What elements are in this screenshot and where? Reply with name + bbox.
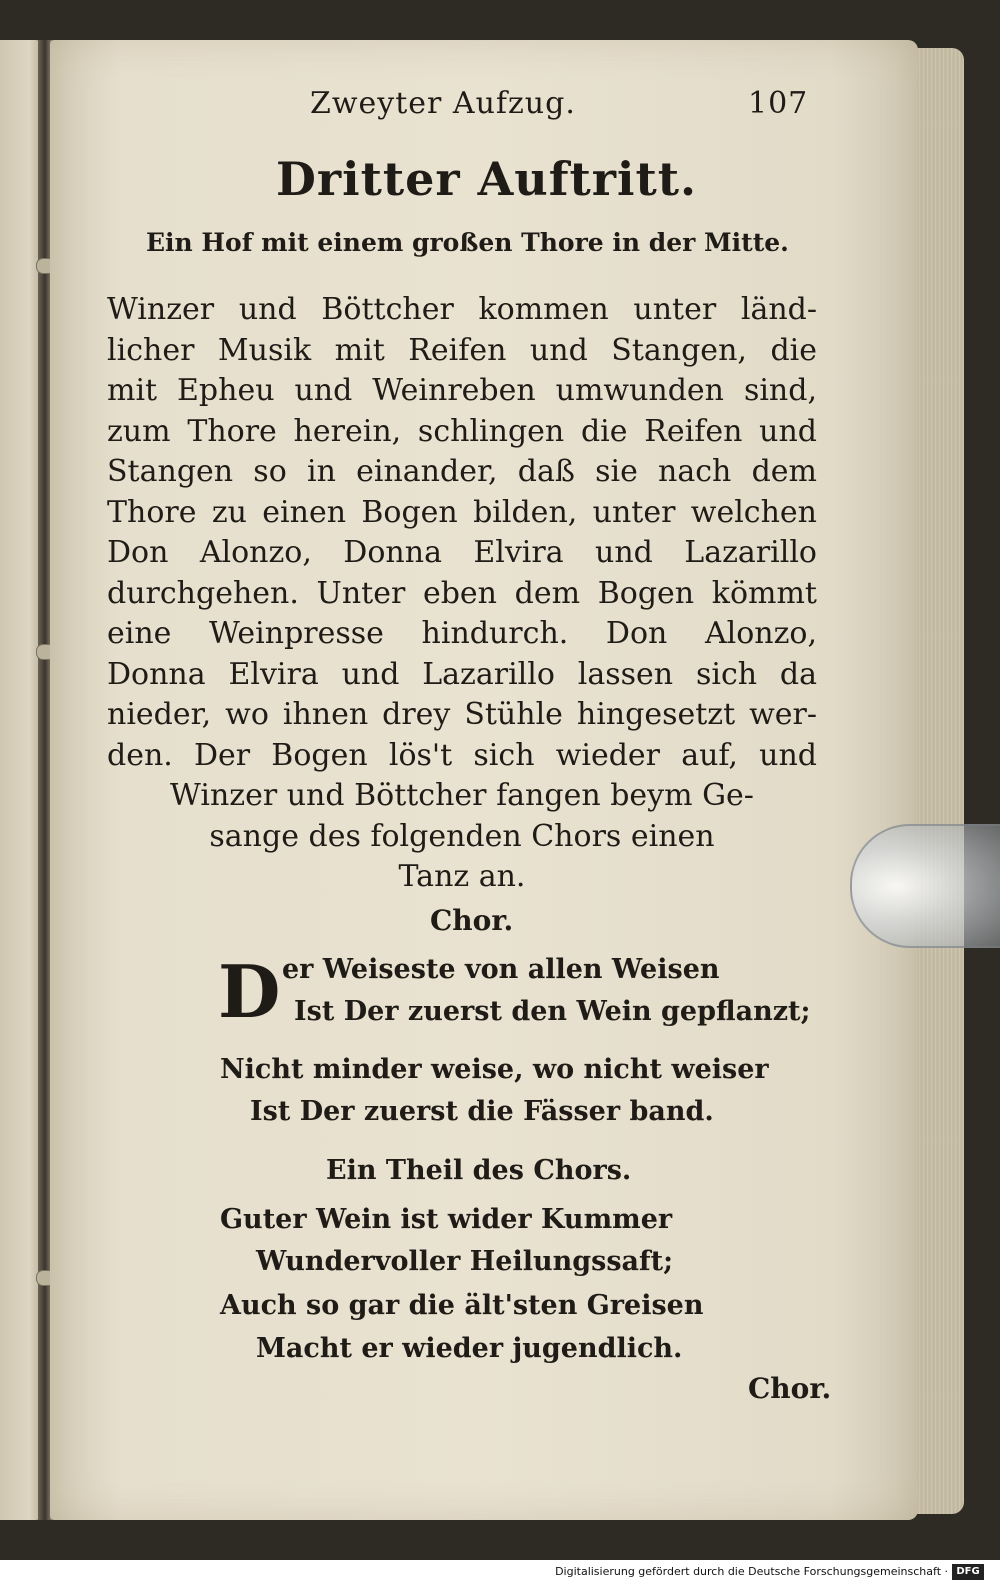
stage-line: durchgehen. Unter eben dem Bogen kömmt (107, 575, 817, 611)
verse-line: Wundervoller Heilungssaft; (256, 1246, 674, 1277)
stage-line: mit Epheu und Weinreben umwunden sind, (107, 373, 817, 408)
stage-line: den. Der Bogen lös't sich wieder auf, und (107, 737, 817, 773)
stage-line: zum Thore herein, schlingen die Reifen und (107, 413, 817, 449)
dfg-logo: DFG (952, 1564, 984, 1580)
stage-line: Stangen so in einander, daß sie nach dem (107, 454, 817, 489)
verse-line: Ist Der zuerst den Wein gepflanzt; (294, 996, 811, 1027)
chor-heading: Chor. (430, 904, 514, 937)
stage-line: Thore zu einen Bogen bilden, unter welchen (107, 494, 817, 530)
verse-line: Ist Der zuerst die Fässer band. (250, 1096, 714, 1127)
scene-setting: Ein Hof mit einem großen Thore in der Mitte. (146, 228, 789, 257)
verse-line: er Weiseste von allen Weisen (282, 954, 720, 985)
verse-line: Macht er wieder jugendlich. (256, 1333, 683, 1364)
catchword: Chor. (748, 1372, 832, 1405)
stage-line: eine Weinpresse hindurch. Don Alonzo, (107, 616, 817, 651)
scene-title: Dritter Auftritt. (276, 152, 698, 206)
page-number: 107 (748, 86, 809, 121)
funding-notice: Digitalisierung gefördert durch die Deutsche Forschungsgemeinschaft · (555, 1565, 948, 1578)
stage-line: Tanz an. (398, 859, 526, 894)
stage-direction (107, 290, 817, 898)
verse-line: Nicht minder weise, wo nicht weiser (220, 1054, 769, 1085)
stage-line: licher Musik mit Reifen und Stangen, die (107, 332, 817, 368)
drop-cap: D (218, 949, 281, 1034)
verse-line: Auch so gar die ält'sten Greisen (220, 1290, 704, 1321)
stage-line: nieder, wo ihnen drey Stühle hingesetzt wer- (107, 697, 817, 732)
running-header: Zweyter Aufzug. (310, 86, 576, 121)
verse-line: Guter Wein ist wider Kummer (220, 1204, 673, 1235)
stage-line: Winzer und Böttcher kommen unter länd- (107, 292, 817, 327)
page-clip (850, 824, 1000, 948)
stage-line: Donna Elvira und Lazarillo lassen sich da (107, 656, 817, 692)
page-stack-edge (912, 48, 964, 1514)
stage-line: Winzer und Böttcher fangen beym Ge- (170, 778, 754, 813)
part-heading: Ein Theil des Chors. (326, 1155, 632, 1186)
footer-bar (0, 1560, 1000, 1585)
stage-line: Don Alonzo, Donna Elvira und Lazarillo (107, 535, 817, 570)
stage-line: sange des folgenden Chors einen (209, 818, 715, 854)
